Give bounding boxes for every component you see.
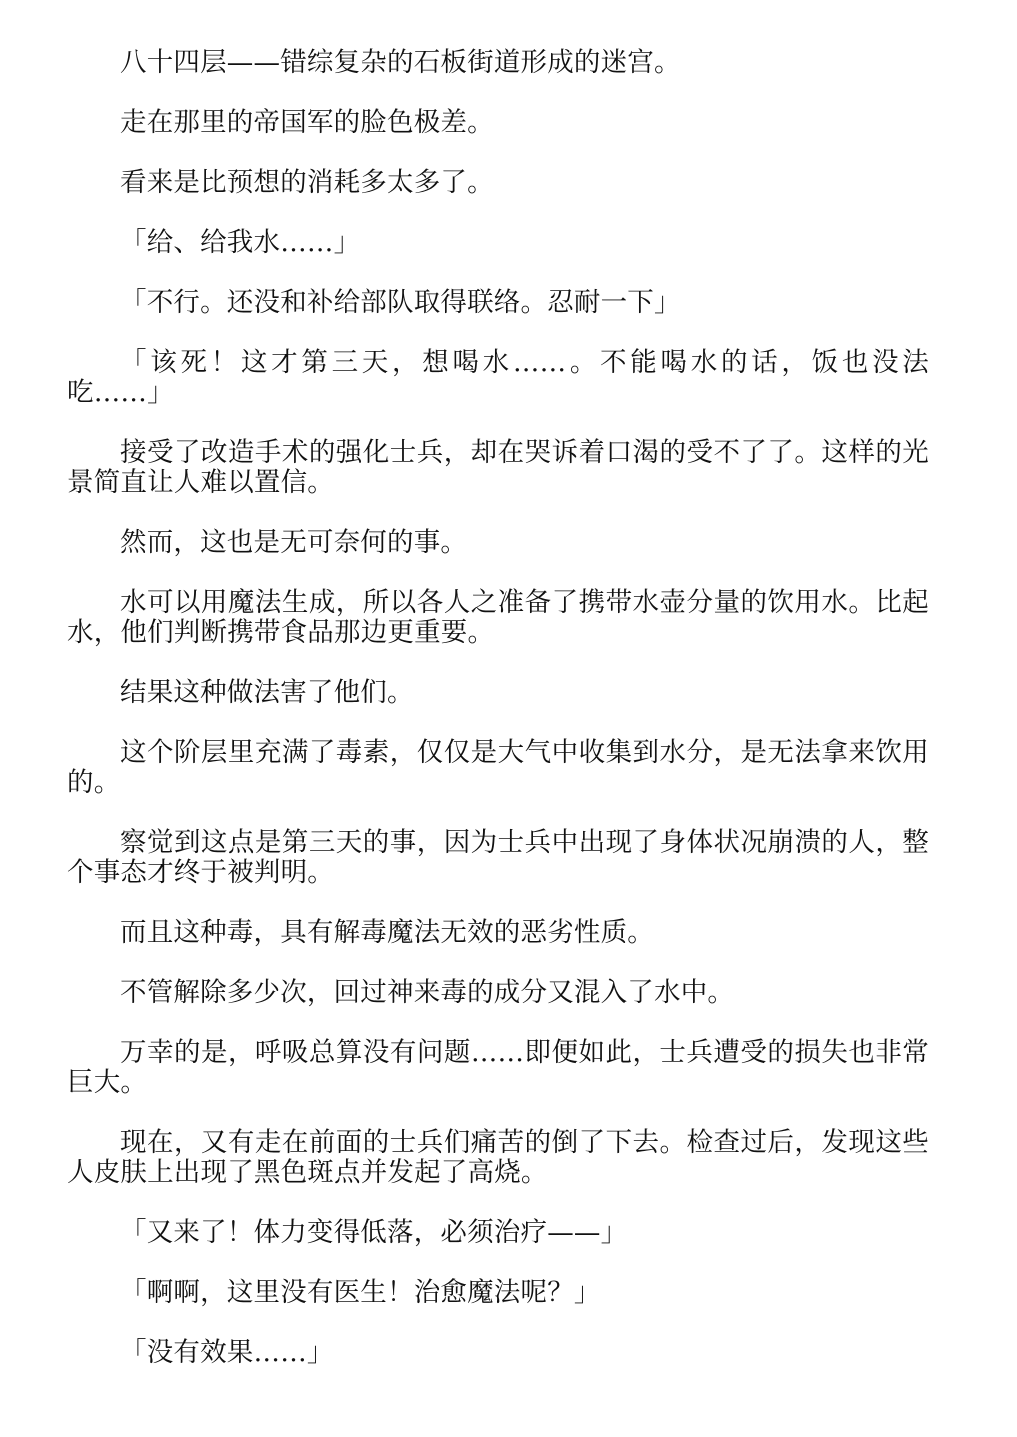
- paragraph: 然而，这也是无可奈何的事。: [120, 527, 468, 558]
- paragraph: 看来是比预想的消耗多太多了。: [120, 167, 494, 198]
- dialogue-line: 「啊啊，这里没有医生！治愈魔法呢？」: [120, 1277, 601, 1308]
- paragraph: 现在，又有走在前面的士兵们痛苦的倒了下去。检查过后，发现这些人皮肤上出现了黑色斑点并发起了高烧。: [67, 1127, 929, 1188]
- paragraph: 走在那里的帝国军的脸色极差。: [120, 107, 494, 138]
- paragraph: 接受了改造手术的强化士兵，却在哭诉着口渴的受不了了。这样的光景简直让人难以置信。: [67, 437, 929, 498]
- paragraph: 察觉到这点是第三天的事，因为士兵中出现了身体状况崩溃的人，整个事态才终于被判明。: [67, 827, 929, 888]
- dialogue-line: 「给、给我水……」: [120, 227, 361, 258]
- paragraph: 不管解除多少次，回过神来毒的成分又混入了水中。: [120, 977, 735, 1008]
- dialogue-line: 「没有效果……」: [120, 1337, 334, 1368]
- paragraph: 八十四层——错综复杂的石板街道形成的迷宫。: [120, 47, 681, 78]
- paragraph: 而且这种毒，具有解毒魔法无效的恶劣性质。: [120, 917, 654, 948]
- document-page: [67, 48, 929, 1398]
- dialogue-line: 「不行。还没和补给部队取得联络。忍耐一下」: [120, 287, 681, 318]
- paragraph: 结果这种做法害了他们。: [120, 677, 414, 708]
- paragraph: 这个阶层里充满了毒素，仅仅是大气中收集到水分，是无法拿来饮用的。: [67, 737, 929, 798]
- paragraph: 水可以用魔法生成，所以各人之准备了携带水壶分量的饮用水。比起水，他们判断携带食品那边更重要。: [67, 587, 929, 648]
- dialogue-line: 「该死！这才第三天，想喝水……。不能喝水的话，饭也没法吃……」: [67, 347, 929, 408]
- paragraph: 万幸的是，呼吸总算没有问题……即便如此，士兵遭受的损失也非常巨大。: [67, 1037, 929, 1098]
- dialogue-line: 「又来了！体力变得低落，必须治疗——」: [120, 1217, 628, 1248]
